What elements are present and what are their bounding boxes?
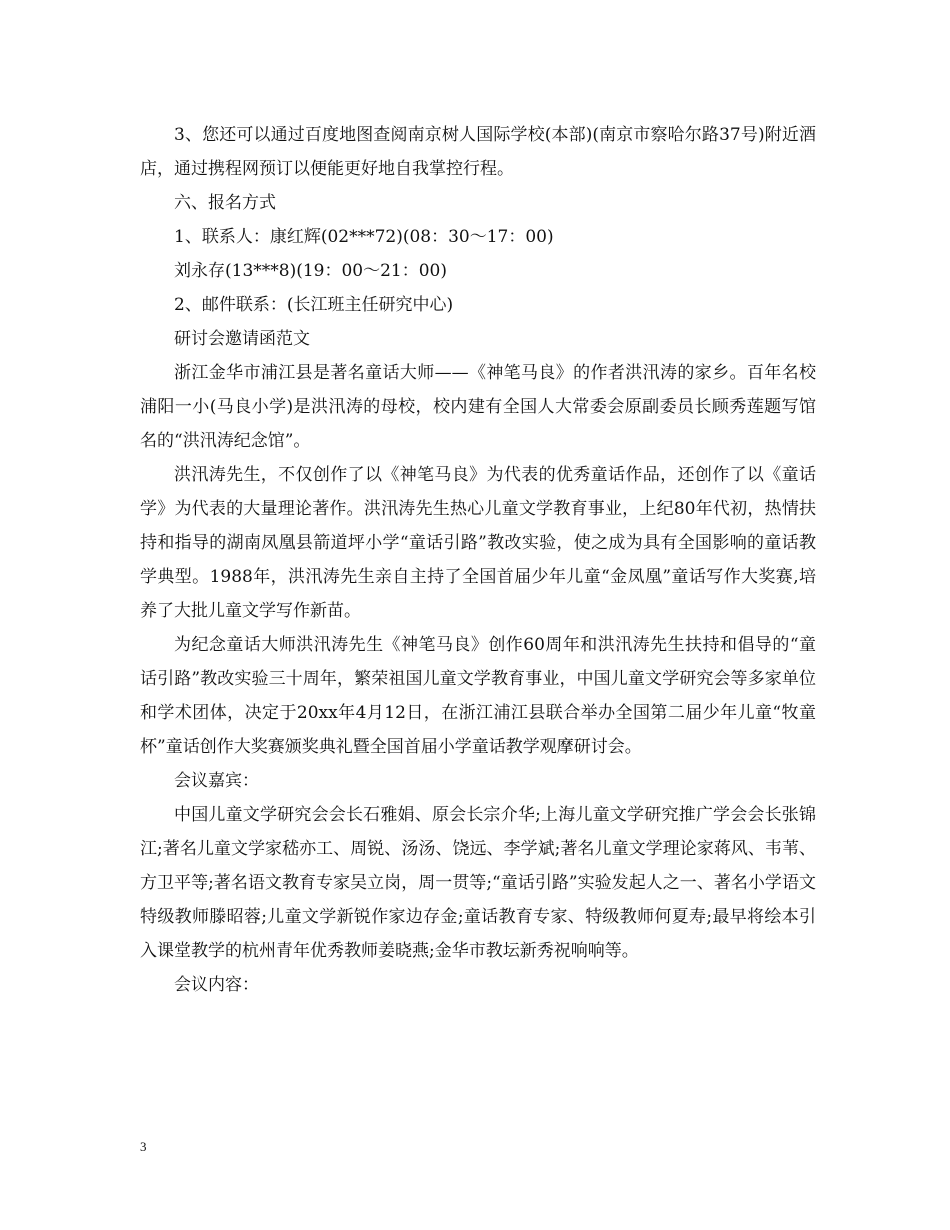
document-body: [140, 118, 816, 1002]
paragraph-introduction: 浙江金华市浦江县是著名童话大师——《神笔马良》的作者洪汛涛的家乡。百年名校浦阳一小(马良小学)是洪汛涛的母校，校内建有全国人大常委会原副委员长顾秀莲题写馆名的“洪汛涛纪念馆”。: [140, 363, 816, 451]
paragraph-event-purpose: 为纪念童话大师洪汛涛先生《神笔马良》创作60周年和洪汛涛先生扶持和倡导的“童话引路”教改实验三十周年，繁荣祖国儿童文学教育事业，中国儿童文学研究会等多家单位和学术团体，决定于20xx年4月12日，在浙江浦江县联合举办全国第二届少年儿童“牧童杯”童话创作大奖赛颁奖典礼暨全国首届小学童话教学观摩研讨会。: [140, 635, 816, 757]
paragraph-email-contact: 2、邮件联系：(长江班主任研究中心): [174, 295, 454, 315]
paragraph-registration-heading: 六、报名方式: [174, 193, 276, 213]
paragraph-contact-person: 1、联系人：康红辉(02***72)(08：30～17：00): [174, 227, 554, 247]
page-number: 3: [140, 1139, 147, 1154]
paragraph-hotel-booking: 3、您还可以通过百度地图查阅南京树人国际学校(本部)(南京市察哈尔路37号)附近酒店，通过携程网预订以便能更好地自我掌控行程。: [140, 125, 816, 179]
paragraph-guests-list: 中国儿童文学研究会会长石雅娟、原会长宗介华;上海儿童文学研究推广学会会长张锦江;著名儿童文学家嵇亦工、周锐、汤汤、饶远、李学斌;著名儿童文学理论家蒋风、韦苇、方卫平等;著名语文教育专家吴立岗，周一贯等;“童话引路”实验发起人之一、著名小学语文特级教师滕昭蓉;儿童文学新锐作家边存金;童话教育专家、特级教师何夏寿;最早将绘本引入课堂教学的杭州青年优秀教师姜晓燕;金华市教坛新秀祝响响等。: [140, 805, 816, 961]
paragraph-section-title: 研讨会邀请函范文: [174, 329, 310, 349]
paragraph-content-heading: 会议内容：: [174, 975, 259, 995]
paragraph-guests-heading: 会议嘉宾：: [174, 771, 259, 791]
paragraph-background: 洪汛涛先生，不仅创作了以《神笔马良》为代表的优秀童话作品，还创作了以《童话学》为代表的大量理论著作。洪汛涛先生热心儿童文学教育事业，上纪80年代初，热情扶持和指导的湖南凤凰县箭道坪小学“童话引路”教改实验，使之成为具有全国影响的童话教学典型。1988年，洪汛涛先生亲自主持了全国首届少年儿童“金凤凰”童话写作大奖赛,培养了大批儿童文学写作新苗。: [140, 465, 816, 621]
paragraph-contact-person-2: 刘永存(13***8)(19：00～21：00): [174, 261, 448, 281]
